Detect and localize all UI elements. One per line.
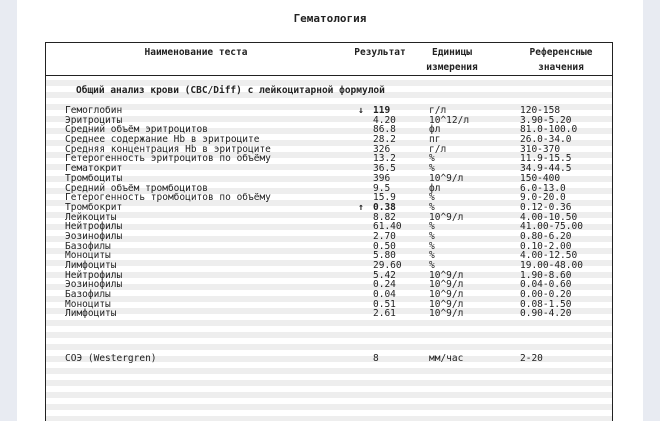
result-value: 2.70	[373, 230, 396, 242]
row-stripe	[46, 380, 612, 386]
result-value: 0.50	[373, 240, 396, 252]
result-unit: 10^9/л	[429, 172, 464, 184]
result-name: Нейтрофилы	[65, 221, 123, 233]
result-value: 5.80	[373, 250, 396, 262]
report-title: Гематология	[293, 12, 367, 25]
result-value: 61.40	[373, 221, 402, 233]
row-stripe	[46, 344, 612, 350]
row-stripe	[46, 392, 612, 398]
row-stripe	[46, 416, 612, 421]
result-name: Гематокрит	[65, 163, 123, 175]
result-unit: г/л	[429, 105, 447, 116]
header-units	[416, 45, 488, 75]
result-reference: 0.80-6.20	[520, 230, 572, 242]
result-name: Гетерогенность тромбоцитов по объёму	[65, 192, 271, 204]
result-value: 8.82	[373, 211, 396, 223]
result-value: 0.38	[373, 201, 396, 213]
result-value: 13.2	[373, 153, 396, 165]
result-reference: 0.90-4.20	[520, 308, 572, 320]
result-unit: 10^9/л	[429, 289, 464, 301]
header-result: Результат	[354, 47, 406, 58]
result-value: 86.8	[373, 124, 396, 136]
result-reference: 0.12-0.36	[520, 201, 572, 213]
result-unit: %	[429, 163, 435, 175]
row-stripe	[46, 320, 612, 326]
result-unit: 10^12/л	[429, 114, 470, 126]
result-value: 0.24	[373, 279, 396, 291]
result-value: 5.42	[373, 269, 396, 281]
result-value: 36.5	[373, 163, 396, 175]
result-unit: 10^9/л	[429, 279, 464, 291]
result-unit: %	[429, 240, 435, 252]
result-name: Тромбокрит	[65, 201, 123, 213]
result-reference: 0.04-0.60	[520, 279, 572, 291]
result-value: 2.61	[373, 308, 396, 320]
result-value: 396	[373, 172, 391, 184]
header-units-line1: Единицы	[431, 47, 473, 58]
result-reference: 3.90-5.20	[520, 114, 572, 126]
result-unit: г/л	[429, 143, 447, 155]
result-name: Моноциты	[65, 250, 111, 262]
esr-unit: мм/час	[429, 353, 464, 364]
result-reference: 150-400	[520, 172, 561, 184]
result-unit: фл	[429, 182, 441, 194]
result-name: Лимфоциты	[65, 308, 117, 320]
header-units-line2: измерения	[426, 62, 478, 73]
result-name: Моноциты	[65, 298, 111, 310]
result-reference: 310-370	[520, 143, 561, 155]
result-unit: 10^9/л	[429, 269, 464, 281]
result-reference: 9.0-20.0	[520, 192, 566, 204]
result-name: Средний объём тромбоцитов	[65, 182, 208, 194]
result-unit: 10^9/л	[429, 308, 464, 320]
esr-result: 8	[373, 353, 379, 364]
result-unit: %	[429, 221, 435, 233]
result-flag: ↑	[358, 201, 364, 213]
result-unit: %	[429, 260, 435, 271]
result-unit: %	[429, 230, 435, 242]
result-reference: 4.00-12.50	[520, 250, 578, 262]
result-reference: 4.00-10.50	[520, 211, 578, 223]
result-name: Базофилы	[65, 240, 111, 252]
result-name: Средняя концентрация Hb в эритроците	[65, 143, 271, 155]
results-table	[45, 42, 613, 421]
result-reference: 120-158	[520, 105, 561, 116]
result-name: Тромбоциты	[65, 172, 123, 184]
table-row	[46, 309, 612, 319]
result-value: 0.04	[373, 289, 396, 301]
result-reference: 81.0-100.0	[520, 124, 578, 136]
result-reference: 11.9-15.5	[520, 153, 572, 165]
result-name: Средний объём эритроцитов	[65, 124, 208, 136]
result-name: Эритроциты	[65, 114, 123, 126]
report-page	[17, 0, 643, 421]
header-test-name: Наименование теста	[144, 47, 248, 58]
result-value: 326	[373, 143, 391, 155]
result-reference: 26.0-34.0	[520, 134, 572, 146]
result-value: 0.51	[373, 298, 396, 310]
row-stripe	[46, 332, 612, 338]
result-reference: 6.0-13.0	[520, 182, 566, 194]
result-unit: %	[429, 250, 435, 262]
result-unit: %	[429, 153, 435, 165]
result-name: Эозинофилы	[65, 279, 123, 291]
result-unit: фл	[429, 124, 441, 136]
result-unit: %	[429, 201, 435, 213]
result-name: Базофилы	[65, 289, 111, 301]
header-reference-line1: Референсные	[529, 47, 593, 58]
result-flag: ↓	[358, 105, 364, 116]
result-reference: 34.9-44.5	[520, 163, 572, 175]
result-name: Гемоглобин	[65, 105, 123, 116]
result-value: 9.5	[373, 182, 391, 194]
result-reference: 0.08-1.50	[520, 298, 572, 310]
section-title: Общий анализ крови (CBC/Diff) с лейкоцитарной формулой	[76, 85, 385, 96]
result-reference: 0.00-0.20	[520, 289, 572, 301]
esr-name: СОЭ (Westergren)	[65, 353, 157, 364]
row-stripe	[46, 368, 612, 374]
result-name: Лейкоциты	[65, 211, 117, 223]
result-reference: 41.00-75.00	[520, 221, 583, 233]
result-unit: 10^9/л	[429, 211, 464, 223]
result-reference: 19.00-48.00	[520, 260, 583, 271]
results-rows	[46, 106, 612, 319]
result-name: Среднее содержание Hb в эритроците	[65, 134, 260, 146]
header-reference-line2: значения	[538, 62, 584, 73]
result-value: 119	[373, 105, 391, 116]
result-name: Гетерогенность эритроцитов по объёму	[65, 153, 271, 165]
result-value: 28.2	[373, 134, 396, 146]
result-value: 29.60	[373, 260, 402, 271]
result-name: Лимфоциты	[65, 260, 117, 271]
result-name: Эозинофилы	[65, 230, 123, 242]
esr-reference: 2-20	[520, 353, 543, 364]
result-unit: %	[429, 192, 435, 204]
row-stripe	[46, 404, 612, 410]
table-header	[46, 43, 612, 76]
result-value: 15.9	[373, 192, 396, 204]
result-value: 4.20	[373, 114, 396, 126]
result-reference: 1.90-8.60	[520, 269, 572, 281]
esr-row	[46, 353, 612, 365]
result-reference: 0.10-2.00	[520, 240, 572, 252]
result-unit: 10^9/л	[429, 298, 464, 310]
result-name: Нейтрофилы	[65, 269, 123, 281]
header-reference	[516, 45, 606, 75]
result-unit: пг	[429, 134, 441, 146]
